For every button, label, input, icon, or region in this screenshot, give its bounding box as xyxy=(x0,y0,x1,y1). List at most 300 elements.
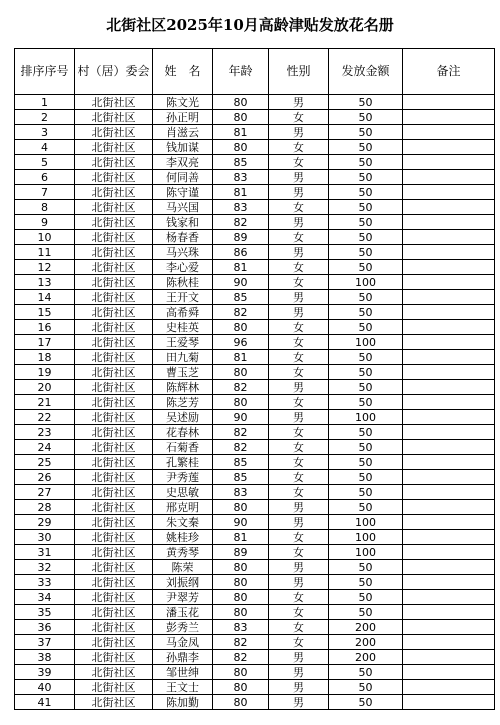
cell-amount: 50 xyxy=(329,575,403,590)
cell-sequence: 13 xyxy=(15,275,75,290)
cell-remarks xyxy=(403,125,495,140)
cell-age: 85 xyxy=(213,155,269,170)
cell-committee: 北街社区 xyxy=(75,260,153,275)
cell-committee: 北街社区 xyxy=(75,110,153,125)
cell-name: 陈文光 xyxy=(153,95,213,110)
cell-committee: 北街社区 xyxy=(75,635,153,650)
cell-age: 86 xyxy=(213,245,269,260)
cell-sequence: 28 xyxy=(15,500,75,515)
cell-committee: 北街社区 xyxy=(75,215,153,230)
cell-sequence: 1 xyxy=(15,95,75,110)
cell-gender: 男 xyxy=(269,515,329,530)
cell-committee: 北街社区 xyxy=(75,230,153,245)
cell-amount: 50 xyxy=(329,305,403,320)
cell-amount: 50 xyxy=(329,665,403,680)
cell-gender: 女 xyxy=(269,485,329,500)
cell-gender: 女 xyxy=(269,440,329,455)
table-row xyxy=(15,245,495,260)
cell-remarks xyxy=(403,515,495,530)
cell-name: 陈荣 xyxy=(153,560,213,575)
table-row xyxy=(15,500,495,515)
cell-committee: 北街社区 xyxy=(75,155,153,170)
cell-sequence: 15 xyxy=(15,305,75,320)
cell-name: 马兴国 xyxy=(153,200,213,215)
cell-committee: 北街社区 xyxy=(75,95,153,110)
cell-committee: 北街社区 xyxy=(75,440,153,455)
table-row xyxy=(15,335,495,350)
cell-age: 90 xyxy=(213,410,269,425)
cell-remarks xyxy=(403,140,495,155)
cell-gender: 女 xyxy=(269,230,329,245)
cell-sequence: 38 xyxy=(15,650,75,665)
cell-name: 马金凤 xyxy=(153,635,213,650)
cell-name: 曹玉芝 xyxy=(153,365,213,380)
cell-remarks xyxy=(403,695,495,710)
cell-remarks xyxy=(403,215,495,230)
cell-remarks xyxy=(403,680,495,695)
cell-age: 89 xyxy=(213,545,269,560)
cell-remarks xyxy=(403,500,495,515)
cell-sequence: 17 xyxy=(15,335,75,350)
cell-amount: 50 xyxy=(329,95,403,110)
cell-remarks xyxy=(403,545,495,560)
cell-amount: 50 xyxy=(329,245,403,260)
cell-age: 80 xyxy=(213,665,269,680)
cell-sequence: 26 xyxy=(15,470,75,485)
cell-amount: 50 xyxy=(329,695,403,710)
cell-committee: 北街社区 xyxy=(75,290,153,305)
table-row xyxy=(15,200,495,215)
cell-gender: 女 xyxy=(269,320,329,335)
cell-age: 82 xyxy=(213,305,269,320)
cell-remarks xyxy=(403,530,495,545)
cell-sequence: 9 xyxy=(15,215,75,230)
cell-remarks xyxy=(403,395,495,410)
header-amount: 发放金额 xyxy=(329,49,403,95)
table-row xyxy=(15,680,495,695)
cell-amount: 50 xyxy=(329,605,403,620)
cell-sequence: 5 xyxy=(15,155,75,170)
cell-committee: 北街社区 xyxy=(75,455,153,470)
cell-gender: 女 xyxy=(269,590,329,605)
table-row xyxy=(15,440,495,455)
cell-gender: 女 xyxy=(269,425,329,440)
cell-name: 钱家和 xyxy=(153,215,213,230)
cell-age: 82 xyxy=(213,380,269,395)
table-row xyxy=(15,140,495,155)
cell-amount: 50 xyxy=(329,455,403,470)
cell-age: 85 xyxy=(213,470,269,485)
cell-age: 82 xyxy=(213,215,269,230)
cell-sequence: 35 xyxy=(15,605,75,620)
table-row xyxy=(15,125,495,140)
cell-committee: 北街社区 xyxy=(75,245,153,260)
cell-age: 80 xyxy=(213,695,269,710)
cell-remarks xyxy=(403,590,495,605)
cell-sequence: 2 xyxy=(15,110,75,125)
cell-sequence: 18 xyxy=(15,350,75,365)
header-sequence: 排序序号 xyxy=(15,49,75,95)
cell-age: 80 xyxy=(213,395,269,410)
cell-gender: 男 xyxy=(269,380,329,395)
cell-age: 81 xyxy=(213,530,269,545)
cell-name: 何同善 xyxy=(153,170,213,185)
cell-gender: 女 xyxy=(269,395,329,410)
cell-committee: 北街社区 xyxy=(75,575,153,590)
table-row xyxy=(15,290,495,305)
cell-sequence: 10 xyxy=(15,230,75,245)
cell-name: 朱文秦 xyxy=(153,515,213,530)
allowance-roster-table xyxy=(14,48,495,710)
cell-amount: 50 xyxy=(329,680,403,695)
cell-name: 陈守谨 xyxy=(153,185,213,200)
cell-sequence: 41 xyxy=(15,695,75,710)
cell-gender: 男 xyxy=(269,560,329,575)
cell-committee: 北街社区 xyxy=(75,425,153,440)
table-row xyxy=(15,320,495,335)
cell-amount: 50 xyxy=(329,485,403,500)
cell-name: 马兴珠 xyxy=(153,245,213,260)
cell-age: 80 xyxy=(213,560,269,575)
cell-remarks xyxy=(403,635,495,650)
cell-age: 80 xyxy=(213,110,269,125)
cell-remarks xyxy=(403,440,495,455)
cell-committee: 北街社区 xyxy=(75,170,153,185)
cell-age: 82 xyxy=(213,650,269,665)
cell-amount: 50 xyxy=(329,155,403,170)
cell-name: 孙正明 xyxy=(153,110,213,125)
cell-sequence: 36 xyxy=(15,620,75,635)
cell-committee: 北街社区 xyxy=(75,275,153,290)
cell-gender: 女 xyxy=(269,200,329,215)
cell-committee: 北街社区 xyxy=(75,650,153,665)
cell-sequence: 12 xyxy=(15,260,75,275)
cell-amount: 50 xyxy=(329,260,403,275)
cell-gender: 男 xyxy=(269,665,329,680)
table-row xyxy=(15,620,495,635)
table-row xyxy=(15,635,495,650)
cell-amount: 50 xyxy=(329,350,403,365)
cell-gender: 男 xyxy=(269,170,329,185)
cell-gender: 女 xyxy=(269,620,329,635)
cell-remarks xyxy=(403,350,495,365)
cell-age: 85 xyxy=(213,290,269,305)
cell-committee: 北街社区 xyxy=(75,665,153,680)
cell-gender: 女 xyxy=(269,155,329,170)
cell-gender: 女 xyxy=(269,635,329,650)
cell-committee: 北街社区 xyxy=(75,485,153,500)
cell-committee: 北街社区 xyxy=(75,185,153,200)
cell-remarks xyxy=(403,410,495,425)
cell-age: 80 xyxy=(213,365,269,380)
cell-gender: 男 xyxy=(269,575,329,590)
cell-amount: 50 xyxy=(329,230,403,245)
cell-age: 82 xyxy=(213,440,269,455)
table-row xyxy=(15,545,495,560)
cell-sequence: 14 xyxy=(15,290,75,305)
cell-name: 姚桂珍 xyxy=(153,530,213,545)
cell-remarks xyxy=(403,320,495,335)
cell-remarks xyxy=(403,380,495,395)
table-header xyxy=(15,49,495,95)
table-row xyxy=(15,485,495,500)
cell-sequence: 39 xyxy=(15,665,75,680)
table-row xyxy=(15,110,495,125)
cell-amount: 50 xyxy=(329,125,403,140)
cell-name: 孙鼎李 xyxy=(153,650,213,665)
cell-age: 89 xyxy=(213,230,269,245)
cell-gender: 男 xyxy=(269,125,329,140)
cell-sequence: 40 xyxy=(15,680,75,695)
cell-age: 83 xyxy=(213,485,269,500)
cell-remarks xyxy=(403,230,495,245)
cell-amount: 200 xyxy=(329,635,403,650)
cell-gender: 女 xyxy=(269,605,329,620)
cell-amount: 50 xyxy=(329,170,403,185)
cell-gender: 女 xyxy=(269,260,329,275)
table-row xyxy=(15,650,495,665)
cell-sequence: 37 xyxy=(15,635,75,650)
header-remarks: 备注 xyxy=(403,49,495,95)
cell-name: 黄秀琴 xyxy=(153,545,213,560)
cell-amount: 50 xyxy=(329,110,403,125)
cell-name: 王开文 xyxy=(153,290,213,305)
cell-sequence: 23 xyxy=(15,425,75,440)
cell-sequence: 8 xyxy=(15,200,75,215)
cell-remarks xyxy=(403,290,495,305)
cell-name: 彭秀兰 xyxy=(153,620,213,635)
cell-gender: 女 xyxy=(269,335,329,350)
cell-name: 王文士 xyxy=(153,680,213,695)
cell-age: 83 xyxy=(213,170,269,185)
cell-remarks xyxy=(403,170,495,185)
cell-name: 杨春香 xyxy=(153,230,213,245)
cell-name: 吴述励 xyxy=(153,410,213,425)
table-row xyxy=(15,260,495,275)
cell-committee: 北街社区 xyxy=(75,680,153,695)
cell-amount: 50 xyxy=(329,470,403,485)
cell-sequence: 32 xyxy=(15,560,75,575)
cell-sequence: 21 xyxy=(15,395,75,410)
cell-gender: 男 xyxy=(269,305,329,320)
page-title: 北街社区2025年10月高龄津贴发放花名册 xyxy=(106,16,394,34)
cell-remarks xyxy=(403,575,495,590)
cell-committee: 北街社区 xyxy=(75,350,153,365)
cell-name: 尹翠芳 xyxy=(153,590,213,605)
cell-amount: 100 xyxy=(329,530,403,545)
cell-name: 陈辉林 xyxy=(153,380,213,395)
cell-remarks xyxy=(403,185,495,200)
cell-remarks xyxy=(403,455,495,470)
cell-sequence: 22 xyxy=(15,410,75,425)
table-row xyxy=(15,395,495,410)
cell-remarks xyxy=(403,560,495,575)
cell-age: 80 xyxy=(213,590,269,605)
cell-gender: 女 xyxy=(269,545,329,560)
cell-name: 史桂英 xyxy=(153,320,213,335)
table-row xyxy=(15,695,495,710)
cell-sequence: 3 xyxy=(15,125,75,140)
cell-gender: 女 xyxy=(269,455,329,470)
cell-amount: 200 xyxy=(329,620,403,635)
cell-sequence: 11 xyxy=(15,245,75,260)
cell-committee: 北街社区 xyxy=(75,125,153,140)
cell-committee: 北街社区 xyxy=(75,140,153,155)
cell-name: 田九菊 xyxy=(153,350,213,365)
cell-amount: 50 xyxy=(329,425,403,440)
cell-committee: 北街社区 xyxy=(75,365,153,380)
table-row xyxy=(15,590,495,605)
cell-age: 82 xyxy=(213,425,269,440)
cell-amount: 50 xyxy=(329,440,403,455)
cell-gender: 男 xyxy=(269,680,329,695)
cell-sequence: 34 xyxy=(15,590,75,605)
cell-name: 李心爱 xyxy=(153,260,213,275)
cell-amount: 50 xyxy=(329,215,403,230)
cell-age: 81 xyxy=(213,125,269,140)
header-committee: 村（居）委会 xyxy=(75,49,153,95)
cell-name: 王爱琴 xyxy=(153,335,213,350)
cell-amount: 100 xyxy=(329,410,403,425)
cell-committee: 北街社区 xyxy=(75,410,153,425)
cell-age: 80 xyxy=(213,605,269,620)
cell-gender: 男 xyxy=(269,410,329,425)
cell-amount: 50 xyxy=(329,365,403,380)
header-name: 姓 名 xyxy=(153,49,213,95)
cell-gender: 女 xyxy=(269,470,329,485)
cell-committee: 北街社区 xyxy=(75,590,153,605)
cell-remarks xyxy=(403,275,495,290)
cell-name: 陈加勤 xyxy=(153,695,213,710)
table-row xyxy=(15,155,495,170)
table-row xyxy=(15,170,495,185)
cell-committee: 北街社区 xyxy=(75,605,153,620)
cell-amount: 100 xyxy=(329,335,403,350)
cell-name: 陈芝芳 xyxy=(153,395,213,410)
cell-name: 陈秋桂 xyxy=(153,275,213,290)
cell-name: 潘玉花 xyxy=(153,605,213,620)
cell-age: 83 xyxy=(213,620,269,635)
cell-sequence: 31 xyxy=(15,545,75,560)
table-row xyxy=(15,560,495,575)
cell-gender: 男 xyxy=(269,95,329,110)
cell-gender: 男 xyxy=(269,290,329,305)
cell-remarks xyxy=(403,200,495,215)
cell-age: 80 xyxy=(213,140,269,155)
cell-age: 80 xyxy=(213,575,269,590)
cell-remarks xyxy=(403,110,495,125)
header-age: 年龄 xyxy=(213,49,269,95)
cell-committee: 北街社区 xyxy=(75,395,153,410)
cell-gender: 男 xyxy=(269,695,329,710)
table-row xyxy=(15,515,495,530)
cell-committee: 北街社区 xyxy=(75,515,153,530)
cell-committee: 北街社区 xyxy=(75,500,153,515)
table-row xyxy=(15,215,495,230)
cell-name: 李双亮 xyxy=(153,155,213,170)
cell-age: 80 xyxy=(213,680,269,695)
table-row xyxy=(15,95,495,110)
cell-sequence: 7 xyxy=(15,185,75,200)
cell-gender: 男 xyxy=(269,245,329,260)
cell-gender: 女 xyxy=(269,530,329,545)
cell-committee: 北街社区 xyxy=(75,620,153,635)
cell-age: 80 xyxy=(213,320,269,335)
cell-sequence: 27 xyxy=(15,485,75,500)
table-row xyxy=(15,230,495,245)
cell-amount: 50 xyxy=(329,185,403,200)
cell-amount: 50 xyxy=(329,320,403,335)
cell-sequence: 30 xyxy=(15,530,75,545)
table-row xyxy=(15,410,495,425)
cell-name: 钱加谋 xyxy=(153,140,213,155)
cell-amount: 50 xyxy=(329,560,403,575)
cell-remarks xyxy=(403,245,495,260)
cell-remarks xyxy=(403,650,495,665)
cell-remarks xyxy=(403,425,495,440)
cell-gender: 男 xyxy=(269,185,329,200)
cell-age: 80 xyxy=(213,95,269,110)
table-row xyxy=(15,605,495,620)
table-row xyxy=(15,305,495,320)
cell-age: 83 xyxy=(213,200,269,215)
header-row xyxy=(15,49,495,95)
cell-age: 81 xyxy=(213,350,269,365)
cell-amount: 50 xyxy=(329,395,403,410)
cell-remarks xyxy=(403,260,495,275)
header-gender: 性别 xyxy=(269,49,329,95)
table-row xyxy=(15,530,495,545)
cell-remarks xyxy=(403,485,495,500)
table-body xyxy=(15,95,495,710)
cell-gender: 女 xyxy=(269,275,329,290)
cell-age: 96 xyxy=(213,335,269,350)
cell-sequence: 20 xyxy=(15,380,75,395)
cell-sequence: 33 xyxy=(15,575,75,590)
table-row xyxy=(15,380,495,395)
cell-amount: 200 xyxy=(329,650,403,665)
cell-amount: 100 xyxy=(329,515,403,530)
cell-amount: 50 xyxy=(329,380,403,395)
cell-age: 81 xyxy=(213,260,269,275)
cell-age: 90 xyxy=(213,275,269,290)
cell-sequence: 24 xyxy=(15,440,75,455)
cell-sequence: 6 xyxy=(15,170,75,185)
cell-committee: 北街社区 xyxy=(75,200,153,215)
table-row xyxy=(15,350,495,365)
cell-age: 80 xyxy=(213,500,269,515)
cell-remarks xyxy=(403,95,495,110)
cell-remarks xyxy=(403,605,495,620)
table-row xyxy=(15,665,495,680)
cell-gender: 女 xyxy=(269,110,329,125)
cell-gender: 男 xyxy=(269,500,329,515)
cell-sequence: 4 xyxy=(15,140,75,155)
cell-name: 高希舜 xyxy=(153,305,213,320)
cell-gender: 女 xyxy=(269,350,329,365)
cell-remarks xyxy=(403,665,495,680)
cell-committee: 北街社区 xyxy=(75,560,153,575)
cell-amount: 50 xyxy=(329,590,403,605)
cell-gender: 男 xyxy=(269,215,329,230)
cell-remarks xyxy=(403,335,495,350)
cell-amount: 100 xyxy=(329,545,403,560)
cell-age: 81 xyxy=(213,185,269,200)
cell-committee: 北街社区 xyxy=(75,380,153,395)
cell-remarks xyxy=(403,305,495,320)
cell-age: 90 xyxy=(213,515,269,530)
cell-name: 史思敏 xyxy=(153,485,213,500)
